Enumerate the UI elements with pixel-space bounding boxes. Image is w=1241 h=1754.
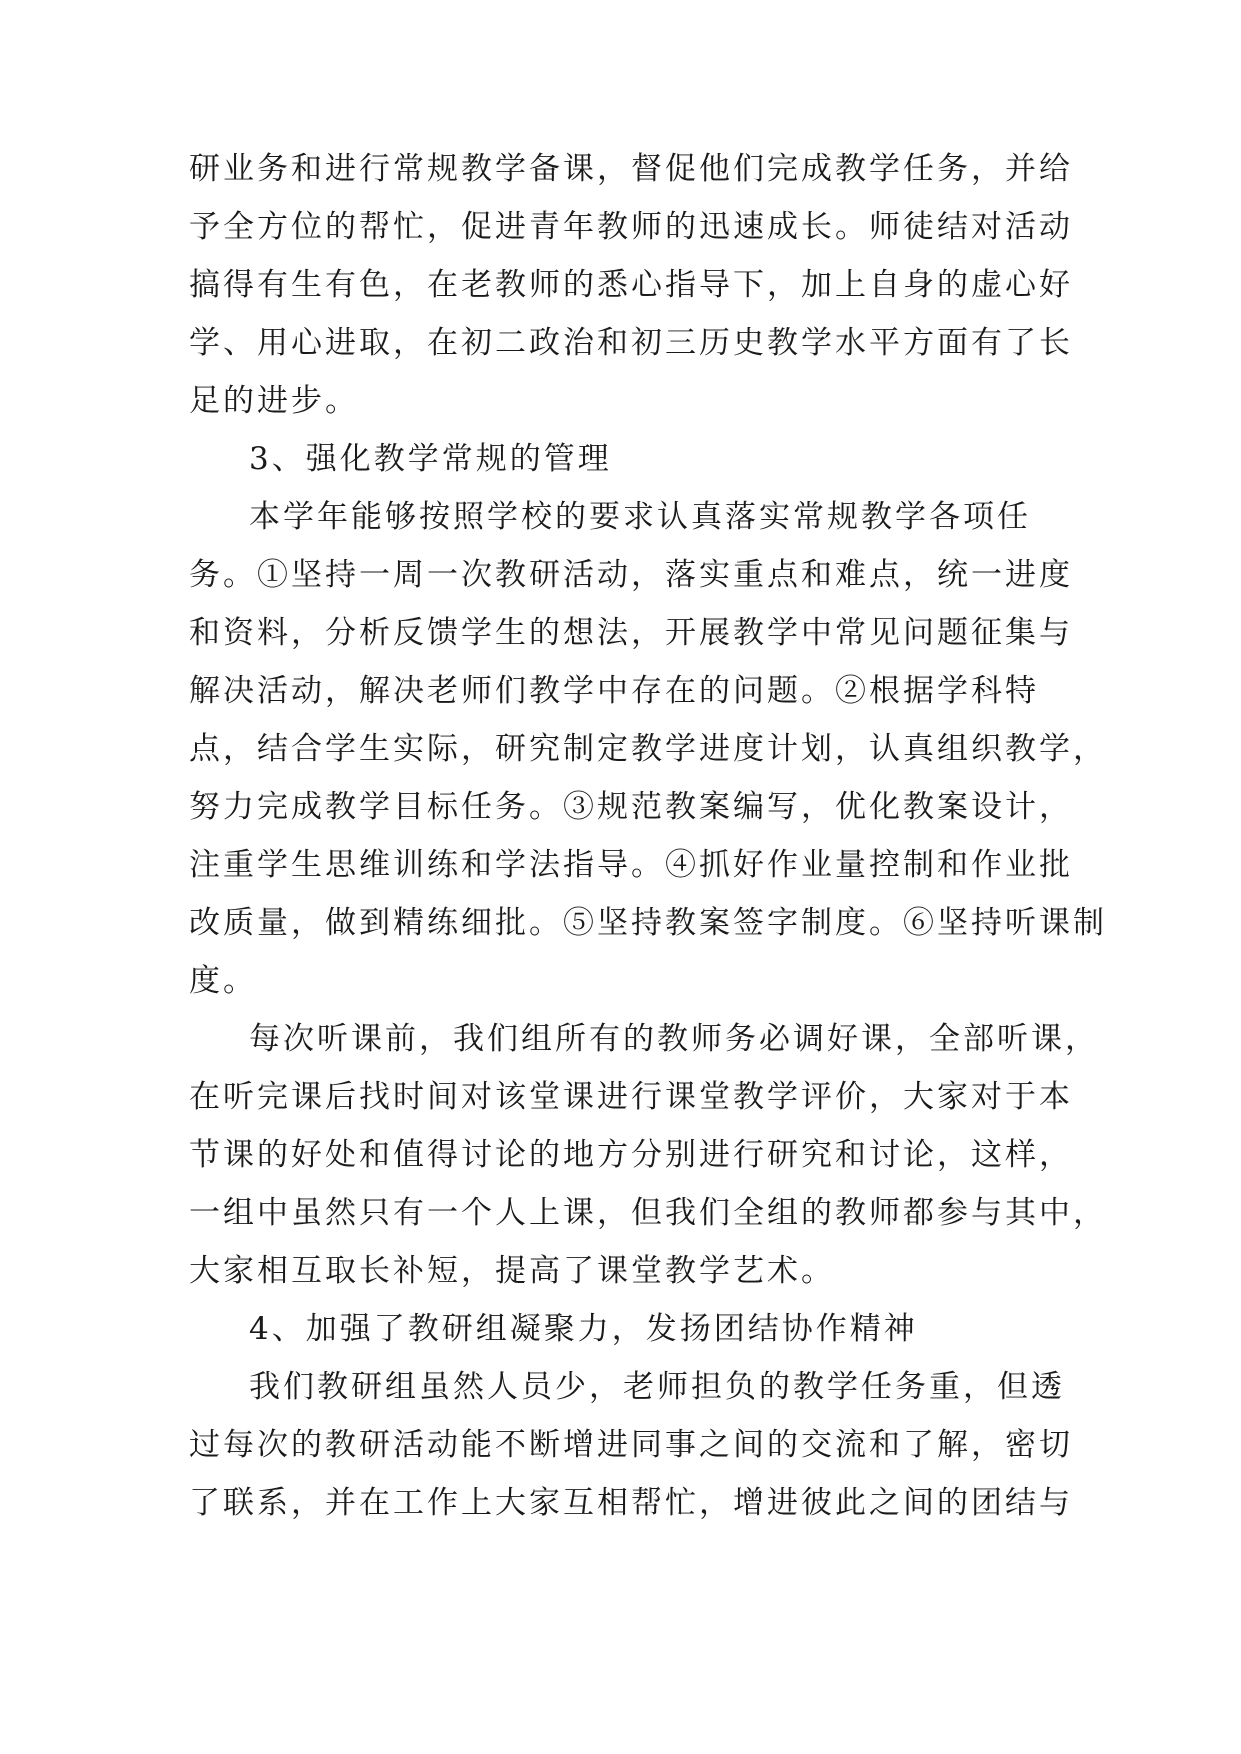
text-line: 搞得有生有色，在老教师的悉心指导下，加上自身的虚心好 (189, 267, 1073, 303)
text-line: 研业务和进行常规教学备课，督促他们完成教学任务，并给 (189, 151, 1073, 187)
text-line: 解决活动，解决老师们教学中存在的问题。②根据学科特 (189, 673, 1039, 709)
text-line: 予全方位的帮忙，促进青年教师的迅速成长。师徒结对活动 (189, 209, 1073, 245)
text-line: 本学年能够按照学校的要求认真落实常规教学各项任 (249, 499, 1031, 535)
text-line: 了联系，并在工作上大家互相帮忙，增进彼此之间的团结与 (189, 1485, 1073, 1521)
text-line: 和资料，分析反馈学生的想法，开展教学中常见问题征集与 (189, 615, 1073, 651)
text-line: 改质量，做到精练细批。⑤坚持教案签字制度。⑥坚持听课制 (189, 905, 1107, 941)
text-line: 注重学生思维训练和学法指导。④抓好作业量控制和作业批 (189, 847, 1073, 883)
section-heading: 4、加强了教研组凝聚力，发扬团结协作精神 (249, 1311, 918, 1347)
text-line: 务。①坚持一周一次教研活动，落实重点和难点，统一进度 (189, 557, 1073, 593)
text-line: 一组中虽然只有一个人上课，但我们全组的教师都参与其中， (189, 1195, 1107, 1231)
text-line: 每次听课前，我们组所有的教师务必调好课，全部听课， (249, 1021, 1099, 1057)
text-line: 点，结合学生实际，研究制定教学进度计划，认真组织教学， (189, 731, 1107, 767)
text-line: 努力完成教学目标任务。③规范教案编写，优化教案设计， (189, 789, 1073, 825)
text-line: 我们教研组虽然人员少，老师担负的教学任务重，但透 (249, 1369, 1065, 1405)
text-line: 大家相互取长补短，提高了课堂教学艺术。 (189, 1253, 835, 1289)
text-line: 足的进步。 (189, 383, 359, 419)
text-line: 在听完课后找时间对该堂课进行课堂教学评价，大家对于本 (189, 1079, 1073, 1115)
text-line: 过每次的教研活动能不断增进同事之间的交流和了解，密切 (189, 1427, 1073, 1463)
text-line: 节课的好处和值得讨论的地方分别进行研究和讨论，这样， (189, 1137, 1073, 1173)
text-line: 学、用心进取，在初二政治和初三历史教学水平方面有了长 (189, 325, 1073, 361)
document-body (189, 140, 1107, 1532)
section-heading: 3、强化教学常规的管理 (249, 441, 612, 477)
text-line: 度。 (189, 963, 257, 999)
